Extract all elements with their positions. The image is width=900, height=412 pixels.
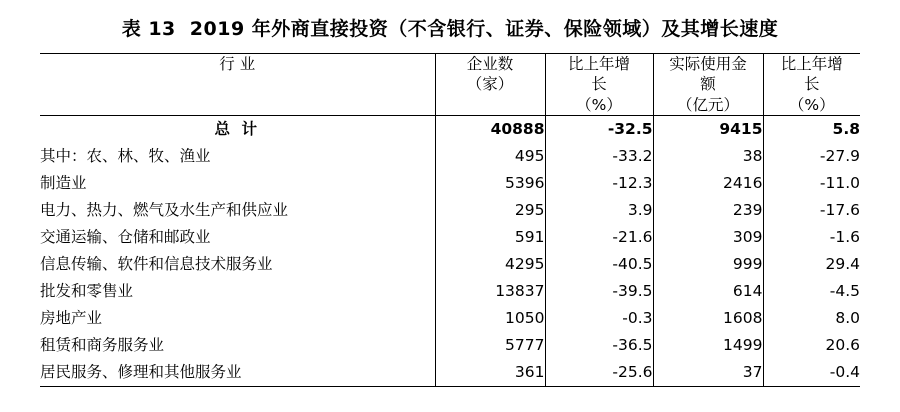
column-header-industry-label: 行 业 <box>219 55 256 73</box>
column-header-growth-amount-line3: （%） <box>788 95 835 114</box>
row-growth-amount: 8.0 <box>763 305 860 332</box>
row-actual-amount: 9415 <box>653 116 763 144</box>
row-growth-amount: -1.6 <box>763 224 860 251</box>
table-row <box>40 143 860 170</box>
table-header <box>40 54 860 116</box>
row-industry-label: 其中：农、林、牧、渔业 <box>40 147 211 166</box>
row-enterprise-count: 591 <box>435 224 545 251</box>
row-growth-count: -36.5 <box>545 332 653 359</box>
row-actual-amount: 999 <box>653 251 763 278</box>
table-header-row <box>40 54 860 116</box>
row-actual-amount: 38 <box>653 143 763 170</box>
row-actual-amount: 309 <box>653 224 763 251</box>
column-header-enterprise-count-line2: （家） <box>466 75 514 94</box>
row-industry-label: 信息传输、软件和信息技术服务业 <box>40 255 273 274</box>
column-header-enterprise-count-line1: 企业数 <box>466 55 514 73</box>
row-actual-amount: 2416 <box>653 170 763 197</box>
row-actual-amount: 1608 <box>653 305 763 332</box>
row-industry-label: 总 计 <box>214 120 260 139</box>
table-number: 表 13 <box>121 18 176 40</box>
row-growth-count: -32.5 <box>545 116 653 144</box>
column-header-actual-amount <box>653 54 763 116</box>
row-growth-count: -12.3 <box>545 170 653 197</box>
table-row <box>40 197 860 224</box>
page-title <box>0 0 900 53</box>
row-growth-amount: 5.8 <box>763 116 860 144</box>
row-enterprise-count: 40888 <box>435 116 545 144</box>
row-enterprise-count: 5396 <box>435 170 545 197</box>
table-row <box>40 170 860 197</box>
table-container <box>40 53 860 387</box>
table-row <box>40 116 860 144</box>
row-enterprise-count: 361 <box>435 359 545 387</box>
row-enterprise-count: 1050 <box>435 305 545 332</box>
row-enterprise-count: 5777 <box>435 332 545 359</box>
row-actual-amount: 239 <box>653 197 763 224</box>
row-industry-label: 租赁和商务服务业 <box>40 336 165 355</box>
row-growth-amount: 29.4 <box>763 251 860 278</box>
fdi-statistics-table <box>40 53 860 387</box>
column-header-enterprise-count <box>435 54 545 116</box>
row-actual-amount: 37 <box>653 359 763 387</box>
row-enterprise-count: 4295 <box>435 251 545 278</box>
column-header-industry <box>40 54 435 116</box>
row-growth-count: -25.6 <box>545 359 653 387</box>
row-growth-count: -0.3 <box>545 305 653 332</box>
column-header-growth-amount-line2: 长 <box>803 75 820 94</box>
table-row <box>40 278 860 305</box>
row-growth-amount: -17.6 <box>763 197 860 224</box>
row-industry-label: 制造业 <box>40 174 87 193</box>
row-growth-amount: -27.9 <box>763 143 860 170</box>
table-row <box>40 224 860 251</box>
table-row <box>40 251 860 278</box>
row-enterprise-count: 295 <box>435 197 545 224</box>
row-growth-amount: -11.0 <box>763 170 860 197</box>
row-growth-count: -40.5 <box>545 251 653 278</box>
row-industry-label: 交通运输、仓储和邮政业 <box>40 228 211 247</box>
row-growth-count: -21.6 <box>545 224 653 251</box>
row-growth-count: -39.5 <box>545 278 653 305</box>
table-row <box>40 332 860 359</box>
row-growth-count: -33.2 <box>545 143 653 170</box>
column-header-actual-amount-line2: 额 <box>700 75 716 94</box>
column-header-growth-amount-line1: 比上年增 <box>780 55 843 73</box>
row-growth-count: 3.9 <box>545 197 653 224</box>
row-industry-label: 居民服务、修理和其他服务业 <box>40 359 435 387</box>
table-body <box>40 116 860 387</box>
column-header-growth-count-line1: 比上年增 <box>567 55 630 73</box>
column-header-actual-amount-line3: （亿元） <box>676 95 739 114</box>
column-header-growth-count <box>545 54 653 116</box>
row-growth-amount: 20.6 <box>763 332 860 359</box>
column-header-growth-amount <box>763 54 860 116</box>
row-growth-amount: -4.5 <box>763 278 860 305</box>
column-header-actual-amount-line1: 实际使用金 <box>669 55 747 73</box>
table-row <box>40 359 860 387</box>
row-industry-label: 电力、热力、燃气及水生产和供应业 <box>40 201 289 220</box>
row-industry-label: 房地产业 <box>40 309 103 328</box>
row-industry-label: 批发和零售业 <box>40 282 134 301</box>
row-actual-amount: 1499 <box>653 332 763 359</box>
column-header-growth-count-line3: （%） <box>576 95 622 114</box>
table-row <box>40 305 860 332</box>
row-growth-amount: -0.4 <box>763 359 860 387</box>
column-header-growth-count-line2: 长 <box>591 75 607 94</box>
row-enterprise-count: 495 <box>435 143 545 170</box>
row-actual-amount: 614 <box>653 278 763 305</box>
row-enterprise-count: 13837 <box>435 278 545 305</box>
table-title-text: 2019 年外商直接投资（不含银行、证券、保险领域）及其增长速度 <box>189 18 779 40</box>
